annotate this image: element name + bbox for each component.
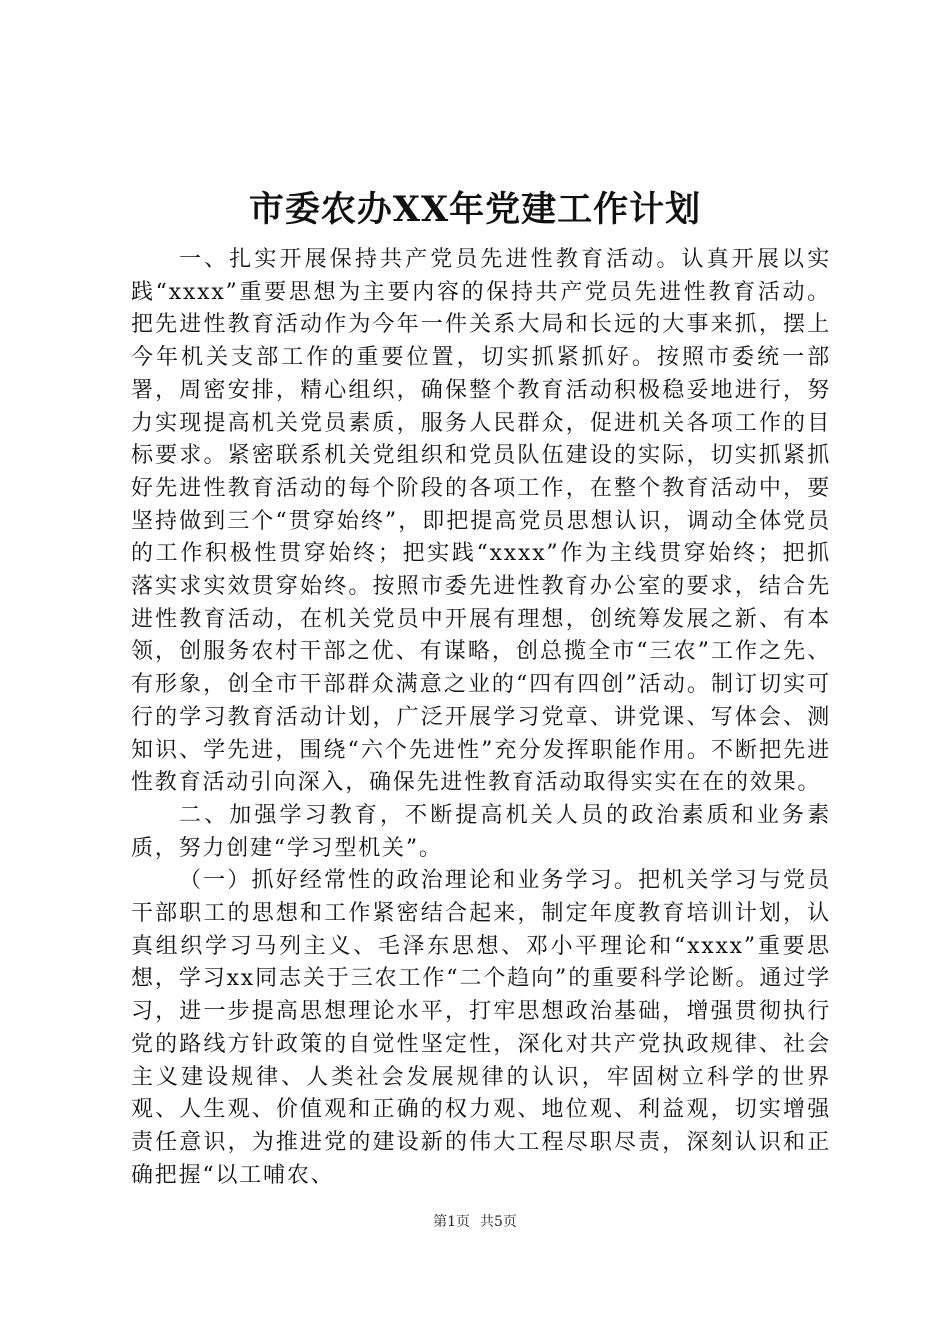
page-number: 第1页 (433, 1214, 470, 1230)
document-title: 市委农办XX年党建工作计划 (248, 189, 702, 230)
paragraph-3: （一）抓好经常性的政治理论和业务学习。把机关学习与党员干部职工的思想和工作紧密结合起来，制定年度教育培训计划，认真组织学习马列主义、毛泽东思想、邓小平理论和“xxxx”重要思想，学习xx同志关于三农工作“二个趋向”的重要科学论断。通过学习，进一步提高思想理论水平，打牢思想政治基础，增强贯彻执行党的路线方针政策的自觉性坚定性，深化对共产党执政规律、社会主义建设规律、人类社会发展规律的认识，牢固树立科学的世界观、人生观、价值观和正确的权力观、地位观、利益观，切实增强责任意识，为推进党的建设新的伟大工程尽职尽责，深刻认识和正确把握“以工哺农、 (131, 868, 831, 1188)
page-total: 共5页 (480, 1214, 517, 1230)
paragraph-1: 一、扎实开展保持共产党员先进性教育活动。认真开展以实践“xxxx”重要思想为主要内容的保持共产党员先进性教育活动。把先进性教育活动作为今年一件关系大局和长远的大事来抓，摆上今年机关支部工作的重要位置，切实抓紧抓好。按照市委统一部署，周密安排，精心组织，确保整个教育活动积极稳妥地进行，努力实现提高机关党员素质，服务人民群众，促进机关各项工作的目标要求。紧密联系机关党组织和党员队伍建设的实际，切实抓紧抓好先进性教育活动的每个阶段的各项工作，在整个教育活动中，要坚持做到三个“贯穿始终”，即把提高党员思想认识，调动全体党员的工作积极性贯穿始终；把实践“xxxx”作为主线贯穿始终；把抓落实求实效贯穿始终。按照市委先进性教育办公室的要求，结合先进性教育活动，在机关党员中开展有理想，创统筹发展之新、有本领，创服务农村干部之优、有谋略，创总揽全市“三农”工作之先、有形象，创全市干部群众满意之业的“四有四创”活动。制订切实可行的学习教育活动计划，广泛开展学习党章、讲党课、写体会、测知识、学先进，围绕“六个先进性”充分发挥职能作用。不断把先进性教育活动引向深入，确保先进性教育活动取得实实在在的效果。 (131, 247, 831, 796)
page-footer (0, 1212, 950, 1232)
document-body (131, 244, 831, 1192)
paragraph-2: 二、加强学习教育，不断提高机关人员的政治素质和业务素质，努力创建“学习型机关”。 (131, 802, 831, 861)
